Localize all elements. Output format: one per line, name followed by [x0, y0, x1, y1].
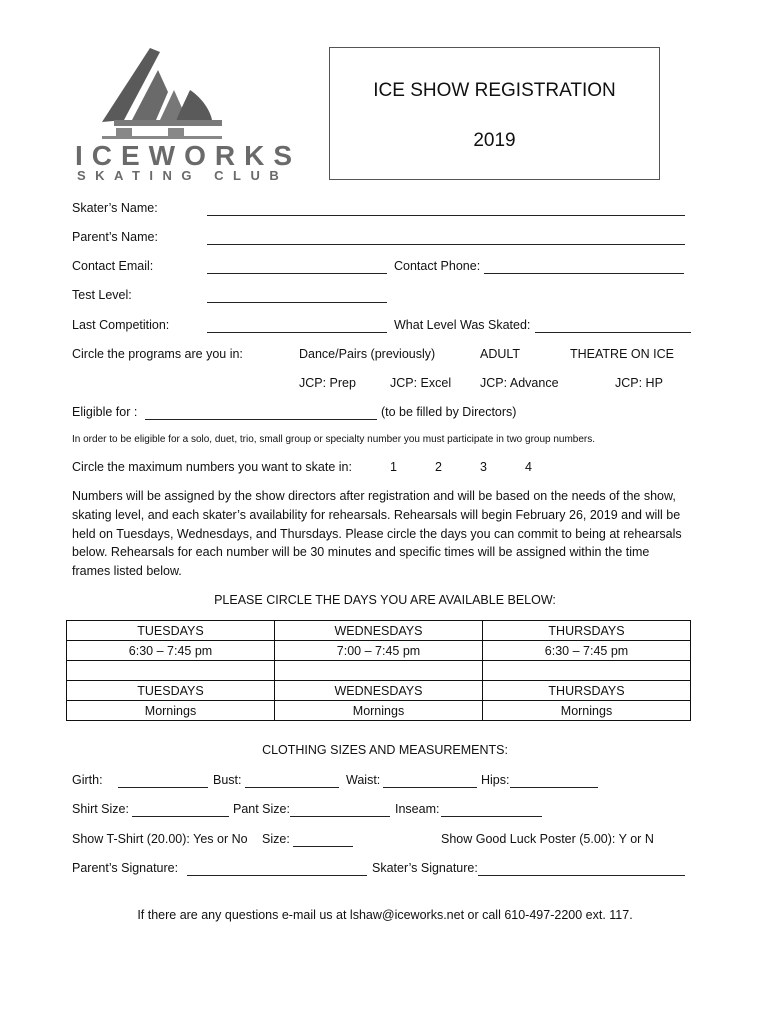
eligible-field: [145, 419, 377, 420]
skater-signature-field[interactable]: [478, 875, 685, 876]
table-row: [67, 701, 691, 721]
waist-label: Waist:: [346, 773, 381, 787]
girth-label: Girth:: [72, 773, 103, 787]
table-row: [67, 681, 691, 701]
day-cell[interactable]: THURSDAYS: [483, 621, 691, 641]
skater-signature-label: Skater’s Signature:: [372, 861, 478, 875]
contact-email-label: Contact Email:: [72, 259, 154, 273]
inseam-field[interactable]: [441, 816, 542, 817]
day-cell[interactable]: THURSDAYS: [483, 681, 691, 701]
table-row: [67, 661, 691, 681]
time-cell: Mornings: [67, 701, 275, 721]
logo-wordmark: ICEWORKS: [75, 140, 301, 171]
time-cell: 6:30 – 7:45 pm: [483, 641, 691, 661]
eligible-note: (to be filled by Directors): [381, 405, 517, 419]
table-row: [67, 641, 691, 661]
bust-field[interactable]: [245, 787, 339, 788]
poster-option[interactable]: Show Good Luck Poster (5.00): Y or N: [441, 832, 654, 846]
info-paragraph-line: below. Rehearsals for each number will be 30 minutes and specific times will be assigned within the time: [72, 545, 650, 559]
test-level-field[interactable]: [207, 302, 387, 303]
info-paragraph-line: skating level, and each skater’s availability for rehearsals. Rehearsals will begin February 26, 2019 and will be: [72, 508, 681, 522]
what-level-label: What Level Was Skated:: [394, 318, 531, 332]
days-heading: PLEASE CIRCLE THE DAYS YOU ARE AVAILABLE BELOW:: [214, 593, 556, 607]
programs-label: Circle the programs are you in:: [72, 347, 243, 361]
table-row: [67, 621, 691, 641]
footer-contact: If there are any questions e-mail us at lshaw@iceworks.net or call 610-497-2200 ext. 117.: [137, 908, 633, 922]
parent-name-field[interactable]: [207, 244, 685, 245]
form-year: 2019: [473, 130, 516, 151]
day-cell[interactable]: WEDNESDAYS: [275, 621, 483, 641]
waist-field[interactable]: [383, 787, 477, 788]
tshirt-size-field[interactable]: [293, 846, 353, 847]
program-theatre-on-ice[interactable]: THEATRE ON ICE: [570, 347, 674, 361]
hips-label: Hips:: [481, 773, 510, 787]
empty-cell: [67, 661, 275, 681]
eligible-label: Eligible for :: [72, 405, 138, 419]
clothing-heading: CLOTHING SIZES AND MEASUREMENTS:: [262, 743, 508, 757]
parent-signature-label: Parent’s Signature:: [72, 861, 179, 875]
tshirt-size-label: Size:: [262, 832, 290, 846]
parent-name-label: Parent’s Name:: [72, 230, 158, 244]
max-number-2[interactable]: 2: [435, 460, 442, 474]
max-numbers-label: Circle the maximum numbers you want to skate in:: [72, 460, 352, 474]
form-title: ICE SHOW REGISTRATION: [373, 80, 616, 101]
logo-subtitle: SKATING CLUB: [77, 168, 289, 183]
bust-label: Bust:: [213, 773, 242, 787]
program-jcp-prep[interactable]: JCP: Prep: [299, 376, 356, 390]
program-jcp-excel[interactable]: JCP: Excel: [390, 376, 452, 390]
empty-cell: [275, 661, 483, 681]
contact-email-field[interactable]: [207, 273, 387, 274]
info-paragraph-line: Numbers will be assigned by the show directors after registration and will be based on the needs of the show,: [72, 489, 676, 503]
last-competition-field[interactable]: [207, 332, 387, 333]
program-adult[interactable]: ADULT: [480, 347, 521, 361]
skater-name-label: Skater’s Name:: [72, 201, 158, 215]
program-jcp-hp[interactable]: JCP: HP: [615, 376, 663, 390]
last-competition-label: Last Competition:: [72, 318, 170, 332]
program-jcp-advance[interactable]: JCP: Advance: [480, 376, 559, 390]
test-level-label: Test Level:: [72, 288, 132, 302]
girth-field[interactable]: [118, 787, 208, 788]
shirt-size-label: Shirt Size:: [72, 802, 129, 816]
pant-size-label: Pant Size:: [233, 802, 290, 816]
hips-field[interactable]: [510, 787, 598, 788]
skater-name-field[interactable]: [207, 215, 685, 216]
pant-size-field[interactable]: [290, 816, 390, 817]
time-cell: 7:00 – 7:45 pm: [275, 641, 483, 661]
contact-phone-label: Contact Phone:: [394, 259, 481, 273]
inseam-label: Inseam:: [395, 802, 440, 816]
time-cell: 6:30 – 7:45 pm: [67, 641, 275, 661]
contact-phone-field[interactable]: [484, 273, 684, 274]
day-cell[interactable]: TUESDAYS: [67, 681, 275, 701]
max-number-3[interactable]: 3: [480, 460, 487, 474]
program-dance-pairs[interactable]: Dance/Pairs (previously): [299, 347, 436, 361]
time-cell: Mornings: [483, 701, 691, 721]
what-level-field[interactable]: [535, 332, 691, 333]
info-paragraph-line: held on Tuesdays, Wednesdays, and Thursdays. Please circle the days you can commit to being at rehearsals: [72, 527, 682, 541]
empty-cell: [483, 661, 691, 681]
parent-signature-field[interactable]: [187, 875, 367, 876]
rehearsal-days-table: [66, 620, 691, 721]
max-number-4[interactable]: 4: [525, 460, 532, 474]
day-cell[interactable]: WEDNESDAYS: [275, 681, 483, 701]
shirt-size-field[interactable]: [132, 816, 229, 817]
day-cell[interactable]: TUESDAYS: [67, 621, 275, 641]
title-box: [329, 47, 660, 180]
eligibility-note: In order to be eligible for a solo, duet, trio, small group or specialty number you must participate in two group numbers.: [72, 434, 596, 445]
max-number-1[interactable]: 1: [390, 460, 397, 474]
info-paragraph-line: frames listed below.: [72, 564, 182, 578]
time-cell: Mornings: [275, 701, 483, 721]
tshirt-option[interactable]: Show T-Shirt (20.00): Yes or No: [72, 832, 248, 846]
